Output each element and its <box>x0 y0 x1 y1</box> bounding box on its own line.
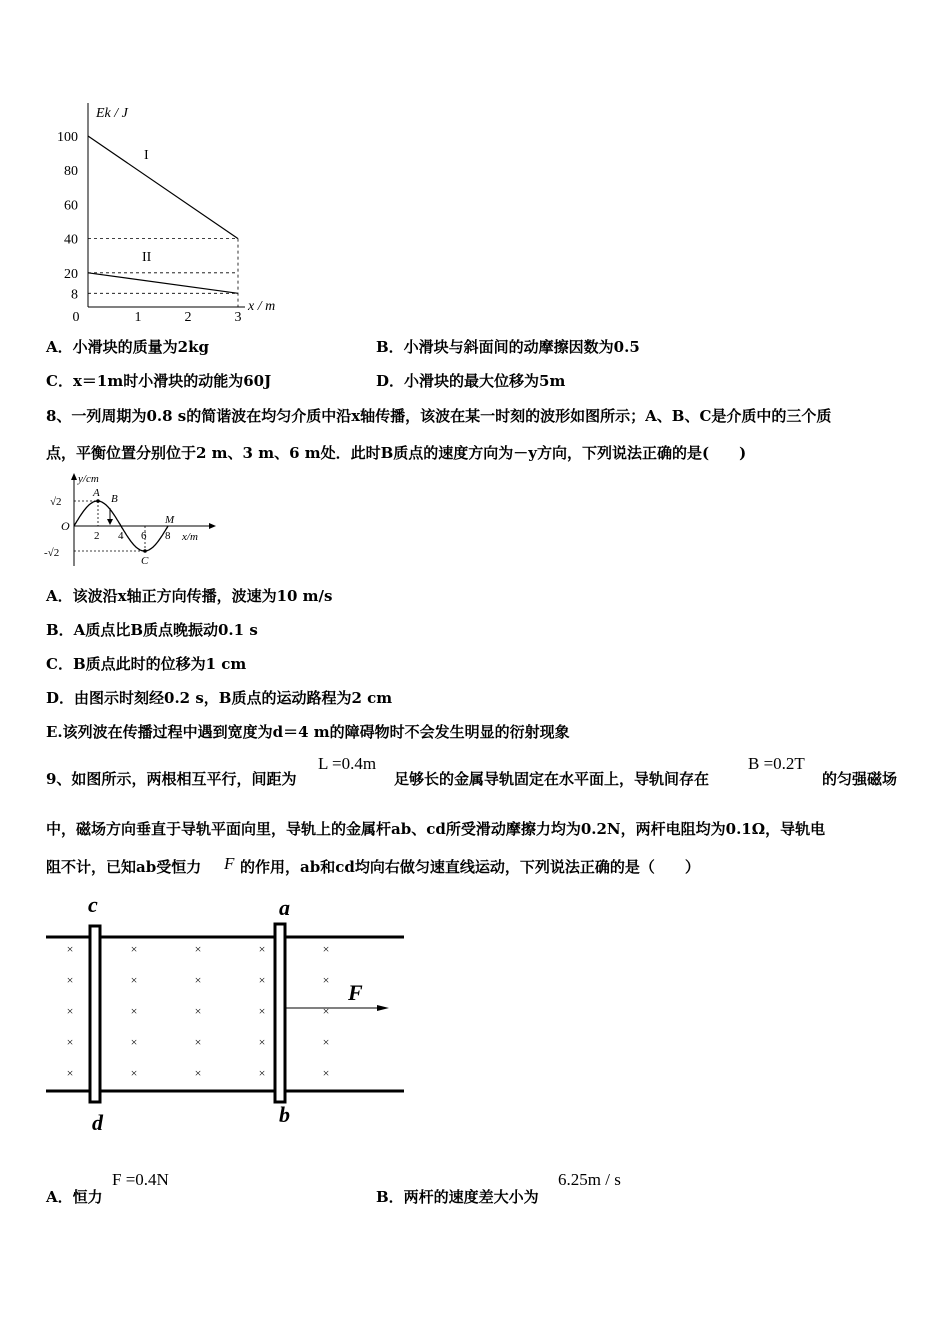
q8-option-a[interactable]: A．该波沿x轴正方向传播，波速为10 m/s <box>46 587 333 605</box>
q8-option-e[interactable]: E.该列波在传播过程中遇到宽度为d＝4 m的障碍物时不会发生明显的衍射现象 <box>46 723 570 741</box>
field-mark: × <box>322 1066 330 1080</box>
wave-origin-label: O <box>61 519 70 533</box>
field-mark: × <box>66 1066 74 1080</box>
field-mark: × <box>130 1066 138 1080</box>
q9-stem-line-3a: 阻不计，已知ab受恒力 <box>46 858 202 876</box>
label-b: b <box>279 1102 290 1127</box>
q8-stem-line-1: 8、一列周期为0.8 s的简谐波在均匀介质中沿x轴传播，该波在某一时刻的波形如图所示；A、B、C是介质中的三个质 <box>46 407 832 425</box>
wave-point-c: C <box>141 555 149 567</box>
field-mark: × <box>130 973 138 987</box>
q9-stem-line-2: 中，磁场方向垂直于导轨平面向里，导轨上的金属杆ab、cd所受滑动摩擦力均为0.2N，两杆电阻均为0.1Ω，导轨电 <box>46 820 826 838</box>
chart-x-tick-label: 1 <box>134 310 142 325</box>
chart-y-tick-label: 8 <box>71 287 78 303</box>
wave-x-tick-8: 8 <box>165 530 171 542</box>
field-mark: × <box>194 942 202 956</box>
q9-option-a[interactable]: A．恒力 <box>46 1188 103 1206</box>
chart-y-axis-label: Ek / J <box>96 106 128 121</box>
wave-y-tick-pos: √2 <box>50 496 62 508</box>
q8-stem-line-2: 点，平衡位置分别位于2 m、3 m、6 m处．此时B质点的速度方向为－y方向，下列说法正确的是( ) <box>46 444 747 462</box>
field-mark: × <box>258 1066 266 1080</box>
field-mark: × <box>130 1035 138 1049</box>
chart-x-tick-label: 3 <box>234 310 242 325</box>
q8-option-c[interactable]: C．B质点此时的位移为1 cm <box>46 655 247 673</box>
field-mark: × <box>194 973 202 987</box>
wave-y-tick-neg: -√2 <box>44 547 60 559</box>
q9-option-b[interactable]: B．两杆的速度差大小为 <box>376 1188 539 1206</box>
chart-x-tick-label: 2 <box>184 310 192 325</box>
wave-x-tick-4: 4 <box>118 530 124 542</box>
field-mark: × <box>194 1066 202 1080</box>
q9-option-a-math: F =0.4N <box>112 1170 169 1189</box>
chart-series-line-1 <box>88 136 238 239</box>
q7-option-b[interactable]: B．小滑块与斜面间的动摩擦因数为0.5 <box>376 338 640 356</box>
field-mark: × <box>66 973 74 987</box>
chart-series-label-1: I <box>144 148 149 163</box>
ek-x-chart <box>40 95 300 325</box>
magnetic-field-marks <box>67 942 330 1080</box>
field-mark: × <box>130 1004 138 1018</box>
chart-series-label-2: II <box>142 250 152 265</box>
label-a: a <box>279 895 290 920</box>
chart-series-line-2 <box>88 273 238 294</box>
label-force-f: F <box>348 980 363 1005</box>
rod-cd[interactable] <box>90 926 100 1102</box>
field-mark: × <box>322 973 330 987</box>
field-mark: × <box>66 942 74 956</box>
q7-option-c[interactable]: C．x＝1m时小滑块的动能为60J <box>46 372 272 390</box>
field-mark: × <box>258 1035 266 1049</box>
chart-y-tick-label: 40 <box>64 232 78 248</box>
wave-point-b: B <box>111 493 118 505</box>
q8-option-d[interactable]: D．由图示时刻经0.2 s，B质点的运动路程为2 cm <box>46 689 393 707</box>
rod-ab[interactable] <box>275 924 285 1102</box>
field-mark: × <box>258 942 266 956</box>
q9-option-b-math: 6.25m / s <box>558 1170 621 1189</box>
wave-y-label: y/cm <box>78 473 99 485</box>
field-mark: × <box>322 942 330 956</box>
q9-math-f: F <box>224 854 235 873</box>
chart-y-tick-label: 100 <box>57 130 78 145</box>
field-mark: × <box>258 1004 266 1018</box>
rails-figure <box>40 890 420 1140</box>
field-mark: × <box>130 942 138 956</box>
label-c: c <box>88 892 98 917</box>
wave-x-tick-6: 6 <box>141 530 147 542</box>
wave-point-a: A <box>93 487 100 499</box>
q9-stem-line-1c: 的匀强磁场 <box>822 770 898 788</box>
field-mark: × <box>66 1004 74 1018</box>
field-mark: × <box>322 1004 330 1018</box>
wave-figure <box>40 470 220 570</box>
field-mark: × <box>322 1035 330 1049</box>
chart-x-axis-label: x / m <box>248 299 276 314</box>
q9-stem-line-3b: 的作用，ab和cd均向右做匀速直线运动，下列说法正确的是（ ） <box>240 858 700 876</box>
q8-option-b[interactable]: B．A质点比B质点晚振动0.1 s <box>46 621 258 639</box>
wave-point-m: M <box>165 514 175 526</box>
q9-stem-line-1a: 9、如图所示，两根相互平行，间距为 <box>46 770 297 788</box>
chart-y-tick-label: 60 <box>64 198 78 214</box>
field-mark: × <box>66 1035 74 1049</box>
field-mark: × <box>258 973 266 987</box>
label-d: d <box>92 1110 103 1135</box>
q9-math-l: L =0.4m <box>318 754 377 773</box>
q7-option-a[interactable]: A．小滑块的质量为2kg <box>46 338 209 356</box>
wave-x-label: x/m <box>182 531 198 543</box>
wave-x-tick-2: 2 <box>94 530 100 542</box>
field-mark: × <box>194 1035 202 1049</box>
q9-math-b: B =0.2T <box>748 754 805 773</box>
chart-y-tick-label: 20 <box>64 266 78 282</box>
chart-y-tick-label: 80 <box>64 164 78 180</box>
q9-stem-line-1b: 足够长的金属导轨固定在水平面上，导轨间存在 <box>394 770 710 788</box>
chart-x-tick-label: 0 <box>72 310 80 325</box>
field-mark: × <box>194 1004 202 1018</box>
q7-option-d[interactable]: D．小滑块的最大位移为5m <box>376 372 566 390</box>
